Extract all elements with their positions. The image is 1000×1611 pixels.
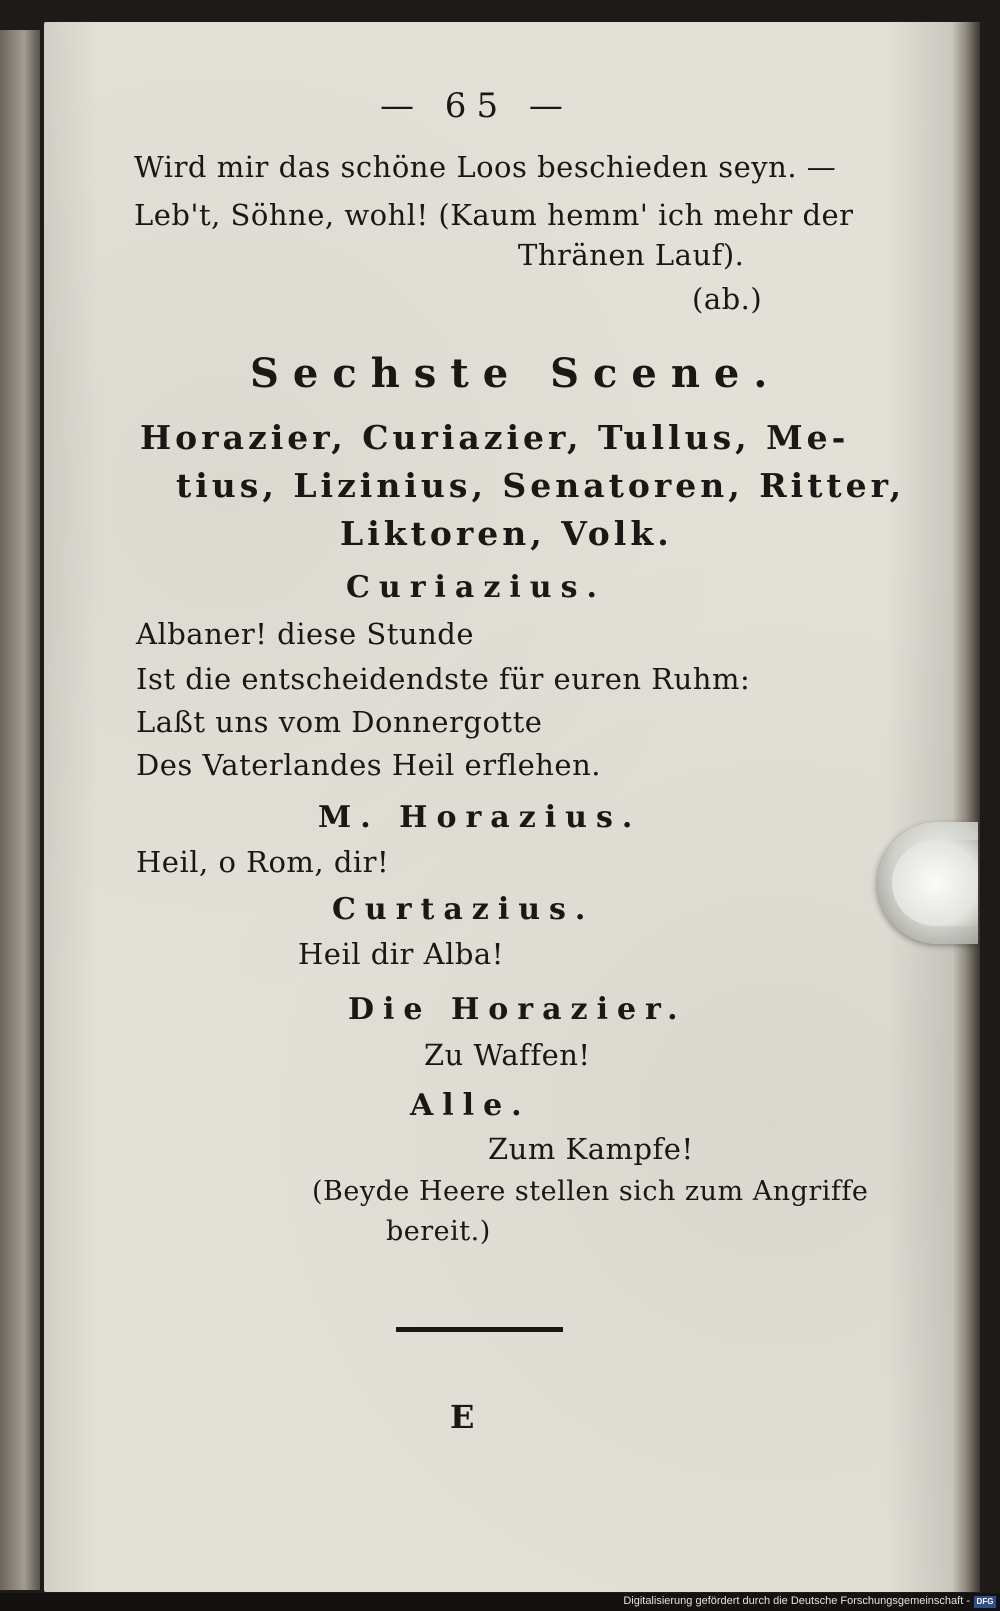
page-number: — 65 — <box>380 86 573 126</box>
speaker-name: Curiazius. <box>346 570 606 605</box>
stage-direction: (Beyde Heere stellen sich zum Angriffe <box>312 1176 869 1207</box>
stage-direction: bereit.) <box>386 1216 491 1247</box>
book-right-edge <box>952 22 980 1592</box>
scene-heading: Sechste Scene. <box>250 350 782 397</box>
text-line: Wird mir das schöne Loos beschieden seyn. — <box>134 150 837 184</box>
cast-line: Liktoren, Volk. <box>340 514 673 553</box>
signature-mark: E <box>450 1398 475 1436</box>
text-line: Thränen Lauf). <box>518 238 745 272</box>
speaker-name: Curtazius. <box>332 892 595 927</box>
speech-line: Ist die entscheidendste für euren Ruhm: <box>136 662 751 696</box>
speaker-name: Alle. <box>410 1088 531 1123</box>
footer-bar <box>0 1593 1000 1611</box>
cast-line: tius, Lizinius, Senatoren, Ritter, <box>176 466 906 505</box>
speech-line: Des Vaterlandes Heil erflehen. <box>136 748 601 782</box>
speech-line: Zum Kampfe! <box>488 1132 694 1166</box>
page-clip-highlight <box>892 840 978 926</box>
end-rule <box>396 1327 563 1332</box>
footer-credit: Digitalisierung gefördert durch die Deutsche Forschungsgemeinschaft - <box>623 1595 970 1607</box>
cast-line: Horazier, Curiazier, Tullus, Me- <box>140 418 850 457</box>
speech-line: Heil dir Alba! <box>298 937 504 971</box>
speech-line: Heil, o Rom, dir! <box>136 845 390 879</box>
speaker-name: M. Horazius. <box>318 800 642 835</box>
speaker-name: Die Horazier. <box>348 992 687 1027</box>
speech-line: Albaner! diese Stunde <box>136 617 475 651</box>
stage-direction-exit: (ab.) <box>692 282 763 316</box>
speech-line: Zu Waffen! <box>424 1038 591 1072</box>
book-left-edge <box>0 30 40 1590</box>
dfg-logo: DFG <box>974 1596 996 1608</box>
text-line: Leb't, Söhne, wohl! (Kaum hemm' ich mehr der <box>134 198 854 232</box>
speech-line: Laßt uns vom Donnergotte <box>136 705 543 739</box>
